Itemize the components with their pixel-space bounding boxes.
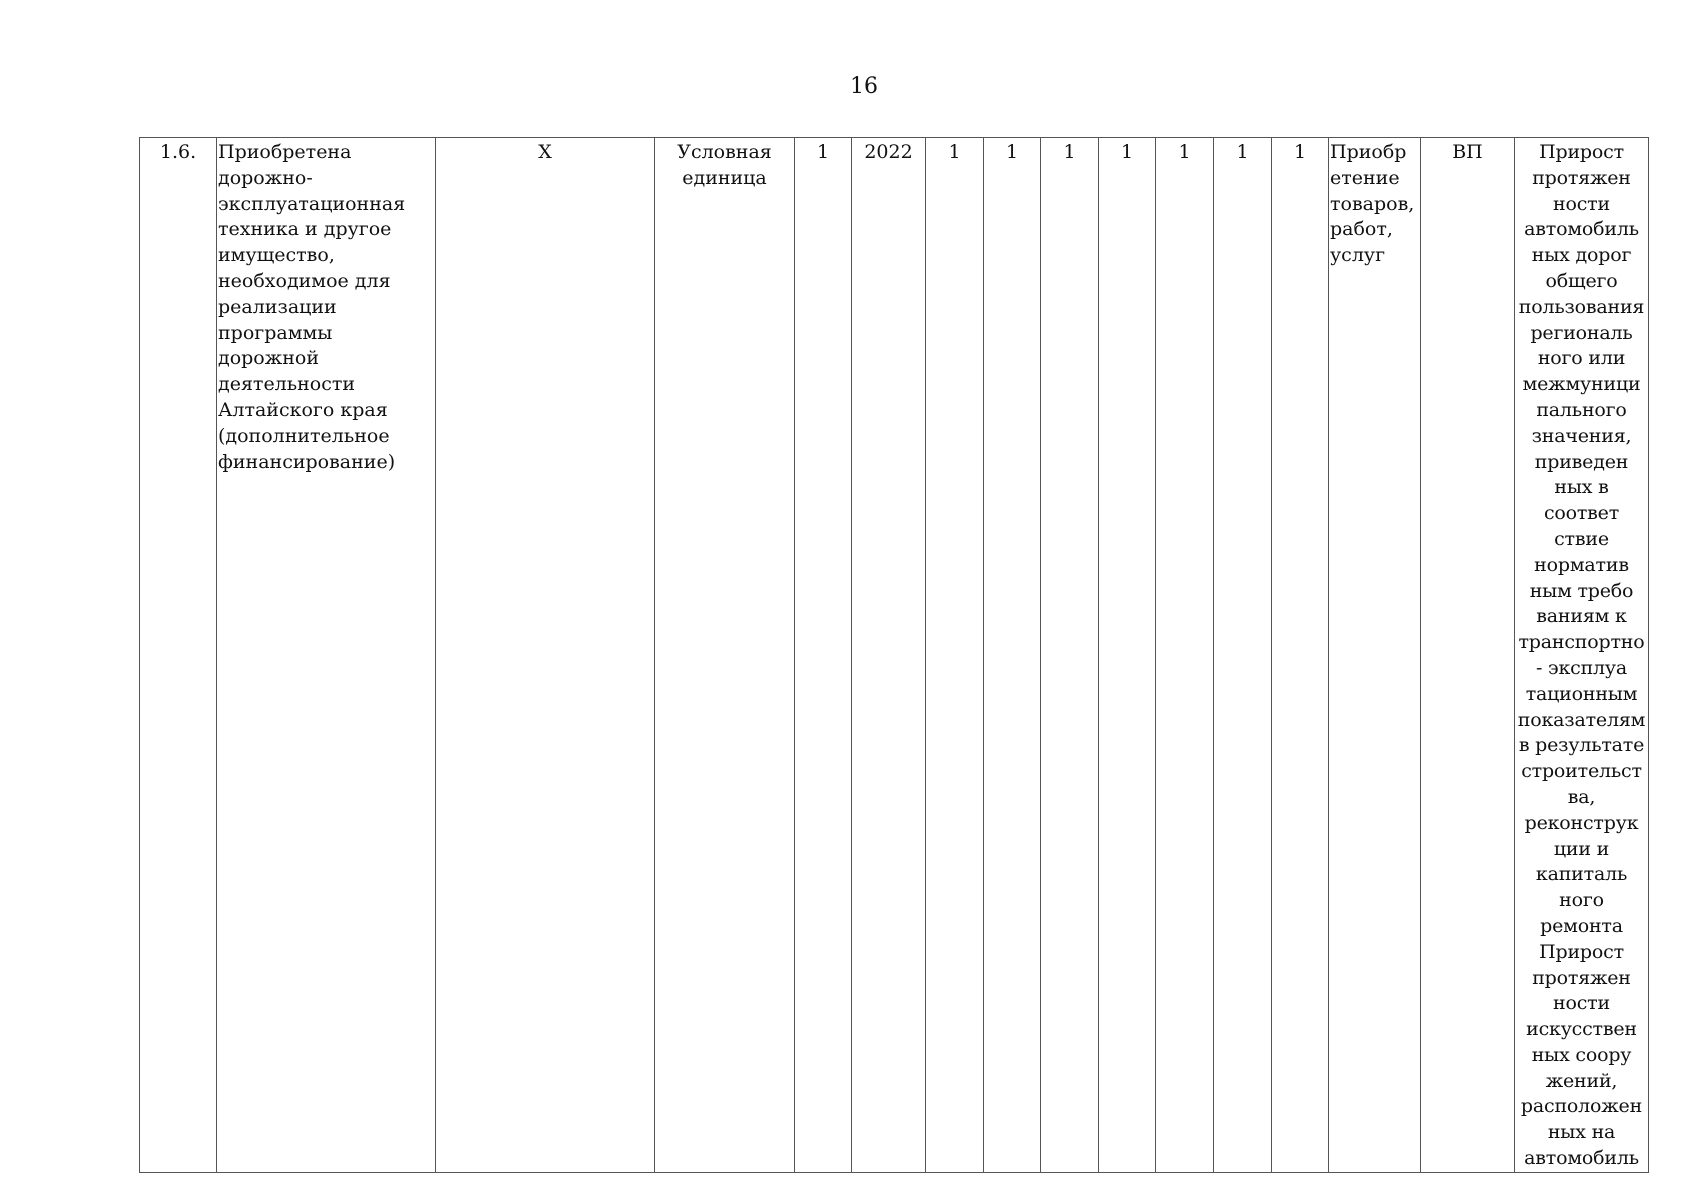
year-value-cell: 1 — [1156, 138, 1214, 1173]
base-value-cell: 1 — [795, 138, 852, 1173]
year-value-cell: 1 — [1099, 138, 1156, 1173]
unit-cell: Условная единица — [655, 138, 795, 1173]
indicator-cell: Прирост протяжен ности автомобиль ных дорог общего пользования региональ ного или межмуници пального значения, приведен ных в соответ ствие норматив ным требо ваниям к транспортно - эксплуа тационным показателям в результате строительст ва, реконструк ции и капиталь ного ремонта Прирост протяжен ности искусствен ных соору жений, расположен ных на автомобиль — [1515, 138, 1649, 1173]
row-number-cell: 1.6. — [140, 138, 217, 1173]
year-value-cell: 1 — [1272, 138, 1329, 1173]
source-cell: ВП — [1421, 138, 1515, 1173]
base-year-cell: 2022 — [852, 138, 926, 1173]
year-value-cell: 1 — [984, 138, 1041, 1173]
result-name-cell: Приобретена дорожно- эксплуатационная техника и другое имущество, необходимое для реализации программы дорожной деятельности Алтайского края (дополнительное финансирование) — [217, 138, 436, 1173]
year-value-cell: 1 — [1041, 138, 1099, 1173]
x-mark-cell: Х — [436, 138, 655, 1173]
table-row — [140, 138, 1649, 1173]
program-results-table — [139, 137, 1649, 1173]
year-value-cell: 1 — [926, 138, 984, 1173]
result-type-cell: Приобр етение товаров, работ, услуг — [1329, 138, 1421, 1173]
page-number: 16 — [850, 74, 878, 99]
year-value-cell: 1 — [1214, 138, 1272, 1173]
